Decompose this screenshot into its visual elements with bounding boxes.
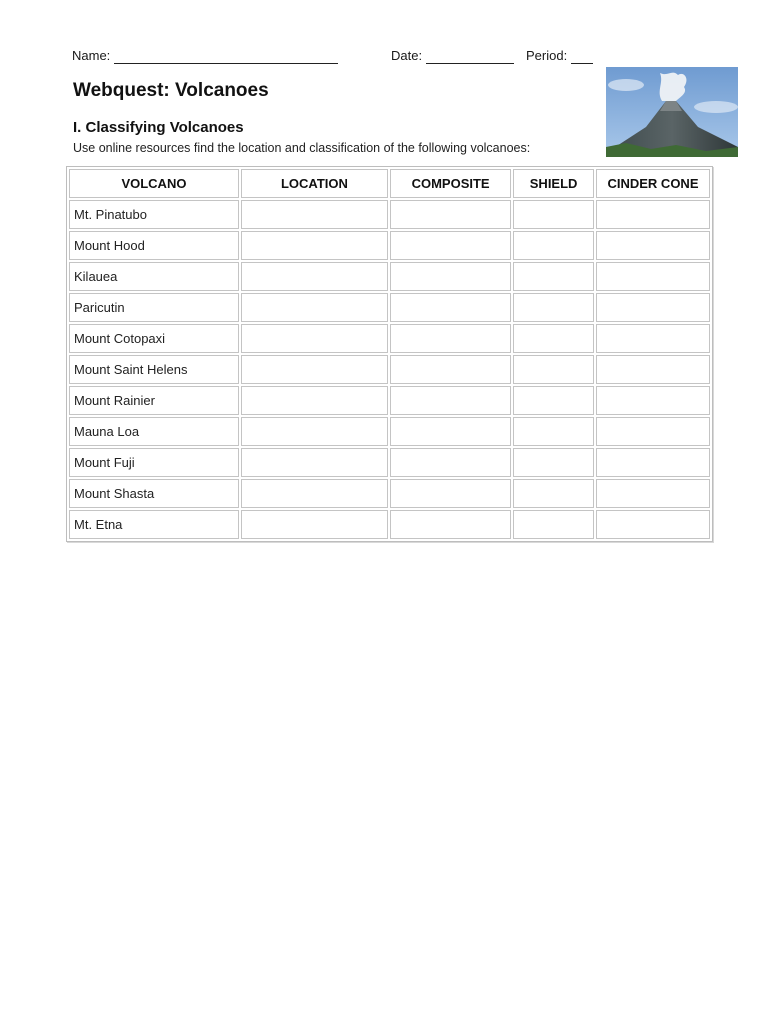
table-row [69, 231, 710, 260]
cinder-cone-answer-cell[interactable] [596, 355, 710, 384]
composite-answer-cell[interactable] [390, 262, 511, 291]
location-answer-cell[interactable] [241, 231, 388, 260]
header-location: LOCATION [241, 169, 388, 198]
cinder-cone-answer-cell[interactable] [596, 324, 710, 353]
volcano-name-cell: Mount Shasta [69, 479, 239, 508]
header-cinder-cone: CINDER CONE [596, 169, 710, 198]
instructions-text: Use online resources find the location and classification of the following volcanoes: [73, 141, 531, 155]
table-header-row [69, 169, 710, 198]
period-label: Period: [526, 48, 568, 63]
cinder-cone-answer-cell[interactable] [596, 231, 710, 260]
cinder-cone-answer-cell[interactable] [596, 510, 710, 539]
location-answer-cell[interactable] [241, 355, 388, 384]
location-answer-cell[interactable] [241, 417, 388, 446]
shield-answer-cell[interactable] [513, 355, 594, 384]
date-field[interactable] [391, 48, 514, 64]
table-row [69, 262, 710, 291]
cinder-cone-answer-cell[interactable] [596, 386, 710, 415]
composite-answer-cell[interactable] [390, 448, 511, 477]
page-title: Webquest: Volcanoes [73, 80, 269, 101]
cinder-cone-answer-cell[interactable] [596, 417, 710, 446]
cinder-cone-answer-cell[interactable] [596, 448, 710, 477]
table-row [69, 200, 710, 229]
composite-answer-cell[interactable] [390, 510, 511, 539]
location-answer-cell[interactable] [241, 386, 388, 415]
table-row [69, 448, 710, 477]
table-row [69, 386, 710, 415]
volcano-name-cell: Mt. Pinatubo [69, 200, 239, 229]
shield-answer-cell[interactable] [513, 417, 594, 446]
period-field[interactable] [526, 48, 593, 64]
date-label: Date: [391, 48, 423, 63]
shield-answer-cell[interactable] [513, 448, 594, 477]
table-row [69, 293, 710, 322]
section-heading: I. Classifying Volcanoes [73, 119, 244, 136]
shield-answer-cell[interactable] [513, 510, 594, 539]
volcano-name-cell: Mount Rainier [69, 386, 239, 415]
period-input-line[interactable] [571, 49, 593, 64]
name-field[interactable] [72, 48, 338, 64]
location-answer-cell[interactable] [241, 479, 388, 508]
volcano-name-cell: Mount Fuji [69, 448, 239, 477]
composite-answer-cell[interactable] [390, 324, 511, 353]
shield-answer-cell[interactable] [513, 293, 594, 322]
location-answer-cell[interactable] [241, 448, 388, 477]
composite-answer-cell[interactable] [390, 386, 511, 415]
volcano-name-cell: Paricutin [69, 293, 239, 322]
date-input-line[interactable] [426, 49, 514, 64]
volcano-name-cell: Mount Cotopaxi [69, 324, 239, 353]
shield-answer-cell[interactable] [513, 231, 594, 260]
volcano-classification-table [66, 166, 713, 542]
volcano-name-cell: Kilauea [69, 262, 239, 291]
composite-answer-cell[interactable] [390, 479, 511, 508]
name-label: Name: [72, 48, 111, 63]
header-composite: COMPOSITE [390, 169, 511, 198]
shield-answer-cell[interactable] [513, 324, 594, 353]
composite-answer-cell[interactable] [390, 355, 511, 384]
table-row [69, 355, 710, 384]
shield-answer-cell[interactable] [513, 479, 594, 508]
name-input-line[interactable] [114, 49, 338, 64]
volcano-image [606, 67, 738, 157]
location-answer-cell[interactable] [241, 324, 388, 353]
table-row [69, 479, 710, 508]
composite-answer-cell[interactable] [390, 200, 511, 229]
shield-answer-cell[interactable] [513, 262, 594, 291]
table-row [69, 510, 710, 539]
table-row [69, 417, 710, 446]
composite-answer-cell[interactable] [390, 293, 511, 322]
cinder-cone-answer-cell[interactable] [596, 262, 710, 291]
volcano-illustration [606, 67, 738, 157]
volcano-name-cell: Mount Hood [69, 231, 239, 260]
location-answer-cell[interactable] [241, 293, 388, 322]
volcano-name-cell: Mt. Etna [69, 510, 239, 539]
composite-answer-cell[interactable] [390, 417, 511, 446]
composite-answer-cell[interactable] [390, 231, 511, 260]
shield-answer-cell[interactable] [513, 200, 594, 229]
location-answer-cell[interactable] [241, 200, 388, 229]
header-shield: SHIELD [513, 169, 594, 198]
shield-answer-cell[interactable] [513, 386, 594, 415]
cinder-cone-answer-cell[interactable] [596, 200, 710, 229]
volcano-name-cell: Mauna Loa [69, 417, 239, 446]
header-volcano: VOLCANO [69, 169, 239, 198]
cinder-cone-answer-cell[interactable] [596, 293, 710, 322]
table-row [69, 324, 710, 353]
volcano-name-cell: Mount Saint Helens [69, 355, 239, 384]
cinder-cone-answer-cell[interactable] [596, 479, 710, 508]
location-answer-cell[interactable] [241, 510, 388, 539]
location-answer-cell[interactable] [241, 262, 388, 291]
